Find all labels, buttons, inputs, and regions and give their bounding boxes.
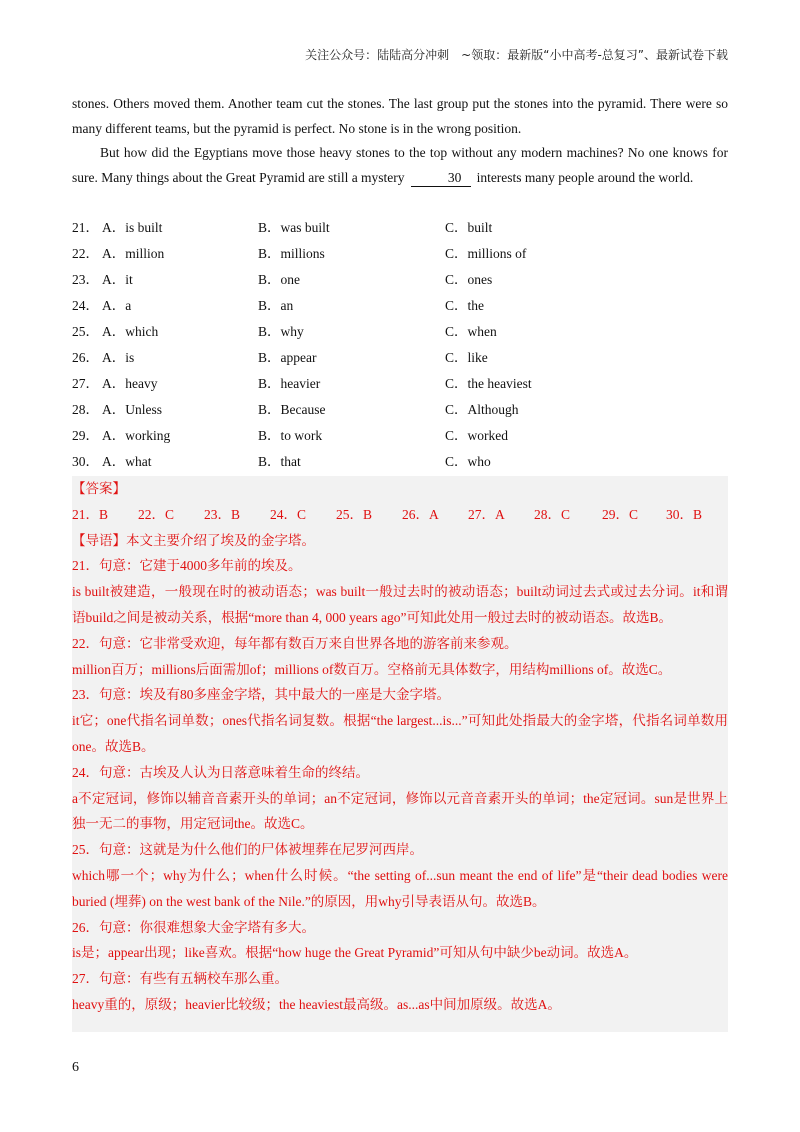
explanation-title: 22．句意：它非常受欢迎，每年都有数百万来自世界各地的游客前来参观。 (72, 635, 518, 651)
option-a: A．million (102, 246, 165, 261)
explanation-body: million百万；millions后面需加of；millions of数百万。空格前无具体数字，用结构millions of。故选C。 (72, 661, 672, 677)
question-row (72, 215, 728, 241)
question-number: 27． (72, 376, 99, 391)
answer-key: 24．C (270, 506, 307, 522)
explanation-title: 23．句意：埃及有80多座金字塔，其中最大的一座是大金字塔。 (72, 687, 450, 703)
option-b: B．appear (258, 350, 317, 365)
explanation-title: 26．句意：你很难想象大金字塔有多大。 (72, 919, 315, 935)
explanation-body: a不定冠词，修饰以辅音音素开头的单词；an不定冠词，修饰以元音音素开头的单词；the定冠词。sun是世界上独一无二的事物，用定冠词the。故选C。 (72, 790, 728, 832)
answer-heading: 【答案】 (72, 481, 126, 496)
question-row (72, 423, 728, 449)
question-row (72, 293, 728, 319)
question-number: 22． (72, 246, 99, 261)
question-row (72, 319, 728, 345)
question-row (72, 449, 728, 475)
option-b: B．to work (258, 428, 323, 443)
answer-key: 23．B (204, 506, 241, 522)
explanation-title: 25．句意：这就是为什么他们的尸体被埋葬在尼罗河西岸。 (72, 842, 423, 858)
option-b: B．why (258, 324, 304, 339)
passage-paragraph-2 (72, 141, 728, 190)
answer-key: 26．A (402, 506, 439, 522)
question-options (72, 215, 728, 475)
question-number: 25． (72, 324, 99, 339)
option-a: A．is (102, 350, 135, 365)
question-row (72, 371, 728, 397)
question-number: 21． (72, 220, 99, 235)
option-c: C．the heaviest (445, 376, 532, 391)
option-a: A．heavy (102, 376, 158, 391)
option-b: B．that (258, 454, 301, 469)
option-c: C．the (445, 298, 484, 313)
option-c: C．when (445, 324, 497, 339)
answer-key: 30．B (666, 506, 703, 522)
question-number: 24． (72, 298, 99, 313)
blank-30: 30 (411, 170, 471, 187)
explanation-title: 21．句意：它建于4000多年前的埃及。 (72, 558, 302, 574)
option-c: C．millions of (445, 246, 527, 261)
passage-text-before-blank: But how did the Egyptians move those heavy stones to the top without any modern machines? No one knows for sure. Many things about the Great Pyramid are still a mystery (72, 145, 728, 185)
question-row (72, 345, 728, 371)
explanation-body: is built被建造，一般现在时的被动语态；was built一般过去时的被动语态；built动词过去式或过去分词。it和谓语build之间是被动关系，根据“more than 4, 000 years ago”可知此处用一般过去时的被动语态。故选B。 (72, 584, 728, 625)
option-c: C．like (445, 350, 488, 365)
answer-intro: 【导语】本文主要介绍了埃及的金字塔。 (72, 532, 315, 548)
option-a: A．Unless (102, 402, 162, 417)
reading-passage (72, 92, 728, 190)
passage-paragraph-1: stones. Others moved them. Another team cut the stones. The last group put the stones into the pyramid. There were so many different teams, but the pyramid is perfect. No stone is in the wrong position. (72, 96, 728, 136)
answer-key: 27．A (468, 506, 505, 522)
answer-key: 29．C (602, 506, 639, 522)
question-row (72, 241, 728, 267)
explanation-body: it它；one代指名词单数；ones代指名词复数。根据“the largest...is...”可知此处指最大的金字塔，代指名词单数用one。故选B。 (72, 713, 728, 754)
option-a: A．which (102, 324, 159, 339)
option-b: B．heavier (258, 376, 321, 391)
explanation-title: 24．句意：古埃及人认为日落意味着生命的终结。 (72, 764, 369, 780)
option-c: C．Although (445, 402, 519, 417)
option-c: C．built (445, 220, 493, 235)
option-a: A．is built (102, 220, 163, 235)
page-number: 6 (72, 1060, 79, 1075)
question-row (72, 267, 728, 293)
option-c: C．ones (445, 272, 493, 287)
answer-key: 25．B (336, 506, 373, 522)
option-b: B．millions (258, 246, 325, 261)
option-b: B．was built (258, 220, 330, 235)
answer-keys (72, 502, 728, 528)
answer-section (72, 476, 728, 1032)
option-b: B．one (258, 272, 300, 287)
option-b: B．an (258, 298, 294, 313)
question-number: 26． (72, 350, 99, 365)
answer-explanations (72, 553, 728, 1017)
option-a: A．working (102, 428, 171, 443)
question-number: 30． (72, 454, 99, 469)
option-a: A．what (102, 454, 152, 469)
explanation-body: is是；appear出现；like喜欢。根据“how huge the Great Pyramid”可知从句中缺少be动词。故选A。 (72, 945, 638, 961)
option-c: C．worked (445, 428, 508, 443)
answer-key: 21．B (72, 506, 109, 522)
answer-key: 28．C (534, 506, 571, 522)
question-number: 23． (72, 272, 99, 287)
explanation-body: heavy重的，原级；heavier比较级；the heaviest最高级。as...as中间加原级。故选A。 (72, 996, 561, 1012)
page-header: 关注公众号：陆陆高分冲刺 ~领取：最新版“小中高考-总复习”、最新试卷下载 (305, 48, 728, 62)
option-b: B．Because (258, 402, 326, 417)
explanation-title: 27．句意：有些有五辆校车那么重。 (72, 971, 288, 987)
option-a: A．it (102, 272, 133, 287)
question-number: 29． (72, 428, 99, 443)
passage-text-after-blank: interests many people around the world. (476, 169, 694, 185)
answer-key: 22．C (138, 506, 175, 522)
option-a: A．a (102, 298, 132, 313)
option-c: C．who (445, 454, 491, 469)
question-number: 28． (72, 402, 99, 417)
question-row (72, 397, 728, 423)
explanation-body: which哪一个；why为什么；when什么时候。“the setting of...sun meant the end of life”是“their dead bodies were buried (埋葬) on the west bank of the Nile.”的原因，用why引导表语从句。故选B。 (72, 867, 728, 909)
